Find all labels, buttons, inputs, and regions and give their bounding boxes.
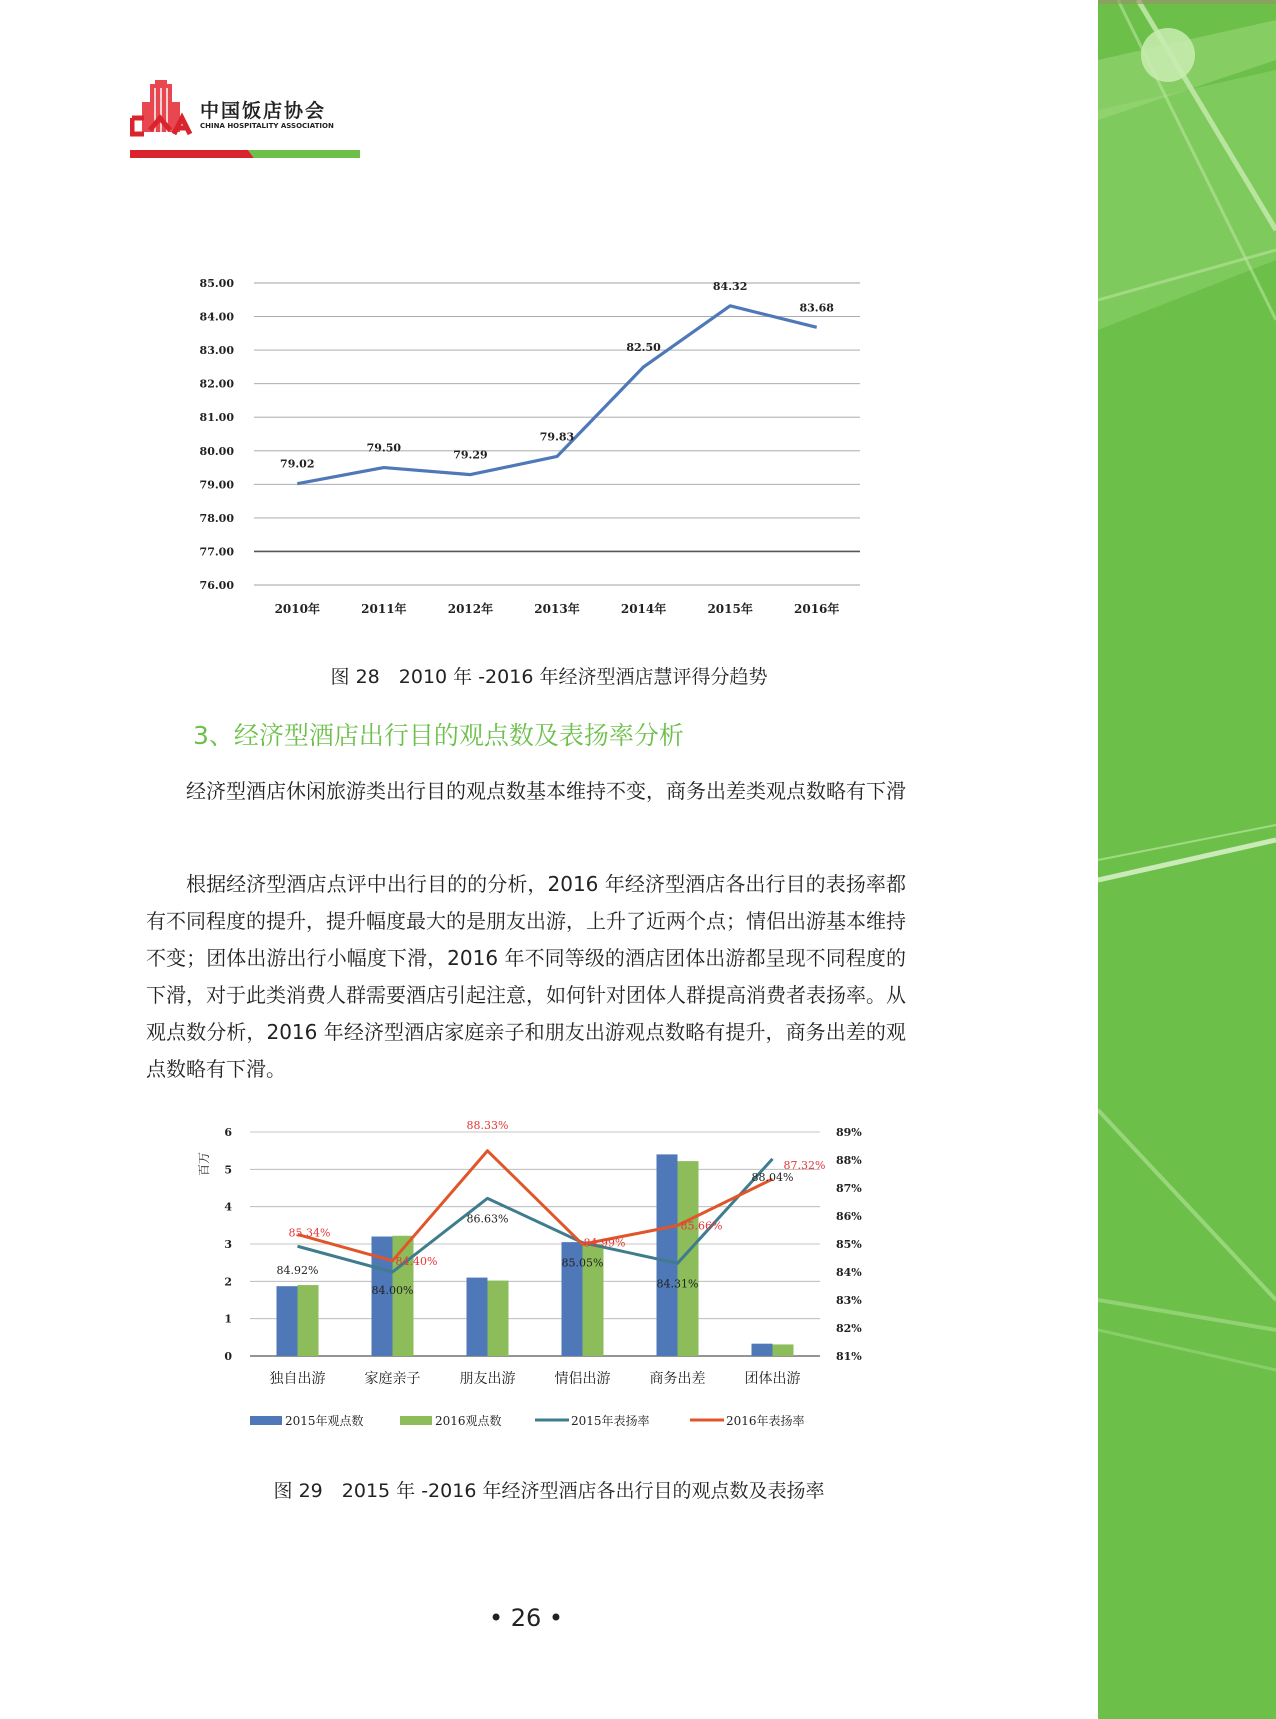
y-tick-label: 79.00 xyxy=(199,478,234,492)
x-category-label: 情侣出游 xyxy=(554,1371,611,1387)
y-tick-label: 82.00 xyxy=(199,377,234,391)
y-tick-label: 84.00 xyxy=(199,310,234,324)
y-left-tick-label: 6 xyxy=(224,1126,232,1139)
y-right-tick-label: 89% xyxy=(836,1126,862,1139)
y-left-axis-label: 百万 xyxy=(197,1151,211,1177)
y-right-tick-label: 83% xyxy=(836,1294,862,1307)
y-right-tick-label: 87% xyxy=(836,1182,862,1195)
legend-swatch xyxy=(250,1416,282,1425)
page-number: • 26 • xyxy=(488,1604,564,1632)
x-tick-label: 2012年 xyxy=(447,602,494,616)
data-label: 79.83 xyxy=(539,430,575,444)
x-category-label: 团体出游 xyxy=(744,1371,801,1387)
legend-label: 2016观点数 xyxy=(435,1414,502,1428)
rate-label-2015: 84.92% xyxy=(276,1264,319,1278)
y-tick-label: 85.00 xyxy=(199,277,234,290)
decorative-sidebar xyxy=(1098,0,1276,1719)
series-line xyxy=(297,306,816,484)
data-label: 83.68 xyxy=(799,301,834,315)
y-tick-label: 80.00 xyxy=(199,444,234,458)
y-right-tick-label: 81% xyxy=(836,1350,862,1363)
rate-label-2016: 85.66% xyxy=(680,1219,723,1233)
data-label: 79.50 xyxy=(366,441,402,455)
y-tick-label: 78.00 xyxy=(199,511,234,525)
bar-2016 xyxy=(773,1344,794,1356)
figure-28-caption: 图 28 2010 年 -2016 年经济型酒店慧评得分趋势 xyxy=(330,666,768,688)
y-tick-label: 76.00 xyxy=(199,579,234,592)
y-right-tick-label: 84% xyxy=(836,1266,862,1279)
bar-2015 xyxy=(277,1286,298,1356)
x-category-label: 独自出游 xyxy=(269,1371,326,1387)
y-left-tick-label: 0 xyxy=(224,1350,232,1363)
legend-label: 2015年表扬率 xyxy=(571,1414,650,1428)
y-tick-label: 77.00 xyxy=(199,545,234,559)
y-left-tick-label: 4 xyxy=(224,1200,232,1214)
rate-label-2015: 84.31% xyxy=(656,1277,699,1291)
y-left-tick-label: 2 xyxy=(224,1275,232,1289)
org-logo xyxy=(130,78,360,158)
travel-purpose-chart xyxy=(190,1118,910,1448)
y-tick-label: 81.00 xyxy=(199,411,234,425)
rate-label-2015: 85.05% xyxy=(561,1256,604,1270)
legend-label: 2015年观点数 xyxy=(285,1414,364,1428)
bar-2015 xyxy=(467,1278,488,1356)
x-tick-label: 2013年 xyxy=(534,602,580,616)
y-left-tick-label: 3 xyxy=(224,1238,232,1251)
x-tick-label: 2015年 xyxy=(707,602,753,616)
bar-2016 xyxy=(298,1285,319,1356)
paragraph-analysis: 根据经济型酒店点评中出行目的的分析，2016 年经济型酒店各出行目的表扬率都有不同程度的提升，提升幅度最大的是朋友出游，上升了近两个点；情侣出游基本维持不变；团体出游出行小幅度下滑，2016 年不同等级的酒店团体出游都呈现不同程度的下滑，对于此类消费人群需要酒店引起注意，如何针对团体人群提高消费者表扬率。从观点数分析，2016 年经济型酒店家庭亲子和朋友出游观点数略有提升，商务出差的观点数略有下滑。 xyxy=(146,872,906,1081)
y-right-tick-label: 85% xyxy=(836,1238,862,1251)
x-category-label: 商务出差 xyxy=(649,1371,706,1387)
rate-label-2016: 84.99% xyxy=(583,1236,626,1250)
section-heading: 3、经济型酒店出行目的观点数及表扬率分析 xyxy=(193,721,684,750)
y-right-tick-label: 88% xyxy=(836,1154,862,1167)
score-trend-chart xyxy=(190,265,950,625)
x-tick-label: 2011年 xyxy=(361,602,407,616)
rate-label-2015: 84.00% xyxy=(371,1284,414,1297)
legend-label: 2016年表扬率 xyxy=(726,1414,805,1428)
y-left-tick-label: 5 xyxy=(224,1163,232,1177)
figure-29-caption: 图 29 2015 年 -2016 年经济型酒店各出行目的观点数及表扬率 xyxy=(273,1480,825,1502)
data-label: 79.02 xyxy=(280,457,315,471)
rate-label-2015: 86.63% xyxy=(466,1212,509,1226)
paragraph-summary: 经济型酒店休闲旅游类出行目的观点数基本维持不变，商务出差类观点数略有下滑 xyxy=(186,779,906,803)
y-right-tick-label: 82% xyxy=(836,1322,862,1335)
x-tick-label: 2016年 xyxy=(794,602,840,616)
y-right-tick-label: 86% xyxy=(836,1210,862,1223)
rate-label-2016: 88.33% xyxy=(466,1118,509,1132)
data-label: 82.50 xyxy=(626,340,661,354)
org-name: 中国饭店协会 xyxy=(200,100,327,122)
header-rule xyxy=(130,150,360,158)
x-category-label: 朋友出游 xyxy=(459,1371,516,1387)
rate-label-2015: 88.04% xyxy=(751,1170,794,1184)
org-name-english: CHINA HOSPITALITY ASSOCIATION xyxy=(200,122,334,130)
sidebar-pattern xyxy=(1098,0,1276,1719)
x-tick-label: 2014年 xyxy=(620,602,667,616)
x-tick-label: 2010年 xyxy=(274,602,320,616)
bar-2015 xyxy=(752,1344,773,1356)
rate-label-2016: 85.34% xyxy=(288,1226,331,1240)
rate-label-2016: 84.40% xyxy=(395,1254,438,1268)
data-label: 84.32 xyxy=(712,279,748,293)
y-left-tick-label: 1 xyxy=(224,1312,232,1326)
data-label: 79.29 xyxy=(453,448,488,462)
rate-label-2016: 87.32% xyxy=(783,1159,826,1173)
building-logo-icon xyxy=(130,78,200,140)
bar-2016 xyxy=(488,1281,509,1356)
y-tick-label: 83.00 xyxy=(199,344,234,358)
x-category-label: 家庭亲子 xyxy=(364,1371,421,1387)
legend-swatch xyxy=(400,1416,432,1425)
bar-2015 xyxy=(657,1154,678,1356)
